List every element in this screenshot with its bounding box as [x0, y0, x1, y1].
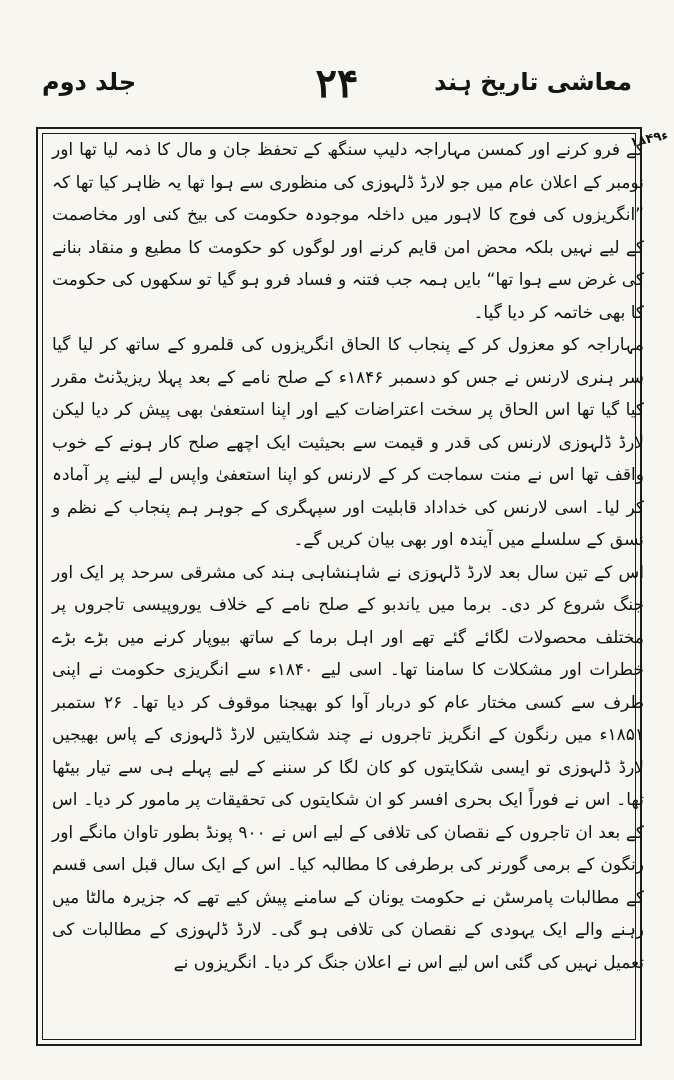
- volume-label: جلد دوم: [42, 68, 137, 96]
- paragraph-3: اس کے تین سال بعد لارڈ ڈلہوزی نے شاہنشاہی ہند کی مشرقی سرحد پر ایک اور جنگ شروع کر دی۔ برما میں یاندبو کے صلح نامے کے خلاف یوروپیسی تاجروں پر مختلف محصولات لگائے گئے تھے اور اہل برما کے ساتھ بیوپار کرنے میں بڑے بڑے خطرات اور مشکلات کا سامنا تھا۔ اسی لیے ۱۸۴۰ء سے انگریزی حکومت نے اپنی طرف سے کسی مختار عام کو دربار آوا کو بھیجنا موقوف کر دیا تھا۔ ۲۶ ستمبر ۱۸۵۱ء میں رنگون کے انگریز تاجروں نے چند شکایتیں لارڈ ڈلہوزی کے پاس بھیجیں لارڈ ڈلہوزی تو ایسی شکایتوں کو کان لگا کر سننے کے لیے پہلے ہی سے تیار بیٹھا تھا۔ اس نے فوراً ایک بحری افسر کو ان شکایتوں کی تحقیقات پر مامور کر دیا۔ اس کے بعد ان تاجروں کے نقصان کی تلافی کے لیے اس نے ۹۰۰ پونڈ بطور تاوان مانگے اور رنگون کے برمی گورنر کی برطرفی کا مطالبہ کیا۔ اس کے ایک سال قبل اسی قسم کے مطالبات پامرسٹن نے حکومت یونان کے سامنے پیش کیے تھے کہ جزیرہ مالٹا میں رہنے والے ایک یہودی کے نقصان کی تلافی ہو گی۔ لارڈ ڈلہوزی کے مطالبات کی تعمیل نہیں کی گئی اس لیے اس نے اعلان جنگ کر دیا۔ انگریزوں نے: [52, 562, 644, 973]
- page-header: [30, 60, 644, 124]
- page-number: ۲۴: [315, 60, 359, 107]
- book-title: معاشی تاریخ ہند: [434, 68, 632, 96]
- paragraph-1: کے فرو کرنے اور کمسن مہاراجہ دلیپ سنگھ کے تحفظ جان و مال کا ذمہ لیا تھا اور نومبر کے اعلان عام میں جو لارڈ ڈلہوزی کی منظوری سے ہوا تھا یہ ظاہر کیا تھا کہ ”انگریزوں کی فوج کا لاہور میں داخلہ موجودہ حکومت کی بیخ کنی اور مخاصمت کے لیے نہیں بلکہ محض امن قایم کرنے اور لوگوں کو حکومت کا مطیع و منقاد بنانے کی غرض سے ہوا تھا“ بایں ہمہ جب فتنہ و فساد فرو ہو گیا تو سکھوں کی حکومت کا بھی خاتمہ کر دیا گیا۔: [52, 140, 644, 323]
- paragraph-2: مہاراجہ کو معزول کر کے پنجاب کا الحاق انگریزوں کی قلمرو کے ساتھ کر لیا گیا سر ہنری لارنس نے جس کو دسمبر ۱۸۴۶ء کے صلح نامے کے بعد پہلا ریزیڈنٹ مقرر کیا گیا تھا اس الحاق پر سخت اعتراضات کیے اور اپنا استعفیٰ بھی پیش کر دیا لیکن لارڈ ڈلہوزی لارنس کی قدر و قیمت سے بحیثیت ایک اچھے صلح کار ہونے کے خوب واقف تھا اس نے منت سماجت کر کے لارنس کو اپنا استعفیٰ واپس لے لینے پر آمادہ کر لیا۔ اسی لارنس کی خداداد قابلیت اور سپہگری کے جوہر ہم پنجاب کے نظم و نسق کے سلسلے میں آیندہ اور بھی بیان کریں گے۔: [52, 335, 644, 550]
- margin-date-note: ۱۸۴۹ء: [628, 128, 670, 151]
- body-text: [52, 134, 644, 979]
